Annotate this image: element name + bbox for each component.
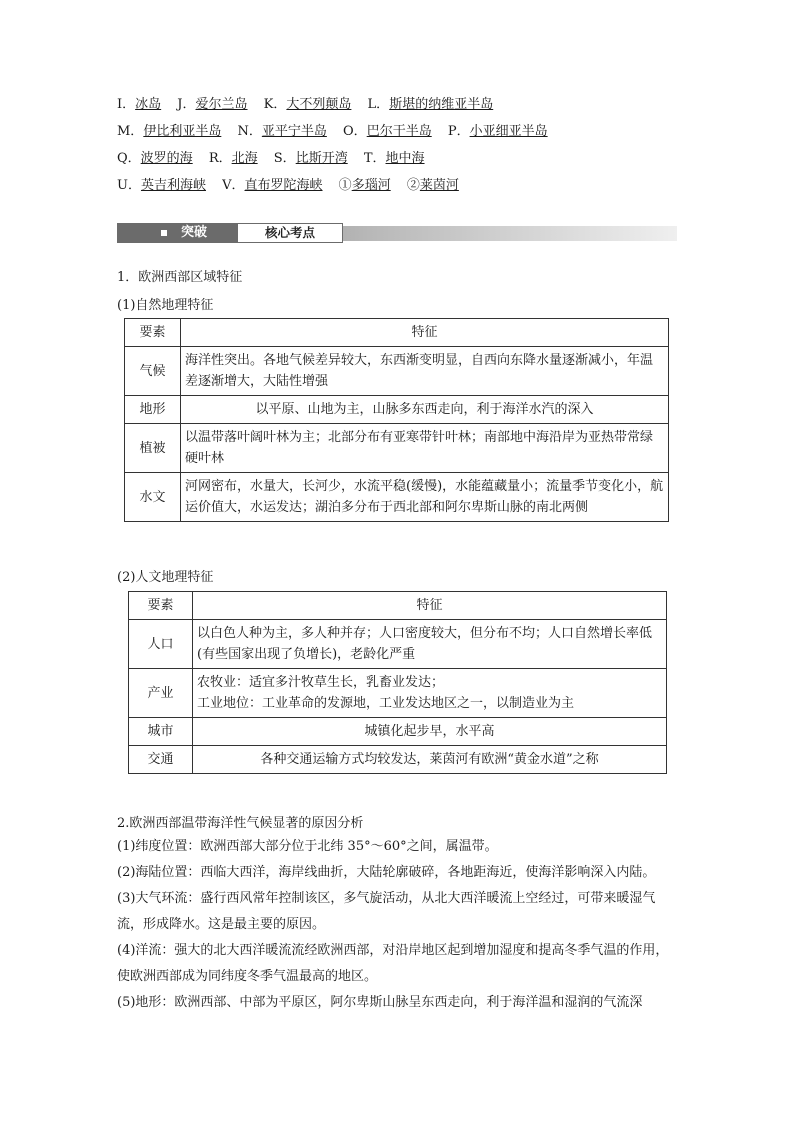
table-key-cell: 地形	[125, 396, 181, 424]
human-features-table	[128, 591, 667, 774]
table-value-cell: 以温带落叶阔叶林为主；北部分布有亚寒带针叶林；南部地中海沿岸为亚热带常绿硬叶林	[181, 424, 669, 473]
answer-text: 英吉利海峡	[140, 178, 206, 193]
answer-text: 斯堪的纳维亚半岛	[389, 97, 494, 112]
table-value-cell: 城镇化起步早，水平高	[193, 718, 667, 746]
table-row	[129, 669, 667, 718]
section-heading: 2.欧洲西部温带海洋性气候显著的原因分析	[117, 816, 364, 831]
answer-text: 大不列颠岛	[286, 97, 352, 112]
section-heading: 1．欧洲西部区域特征	[117, 270, 243, 285]
table-value-cell: 河网密布，水量大，长河少，水流平稳(缓慢)，水能蕴藏量小；流量季节变化小，航运价值大，水运发达；湖泊多分布于西北部和阿尔卑斯山脉的南北两侧	[181, 473, 669, 522]
answer-text: 直布罗陀海峡	[244, 178, 323, 193]
table-value-cell: 各种交通运输方式均较发达，莱茵河有欧洲“黄金水道”之称	[193, 746, 667, 774]
analysis-paragraph: (3)大气环流：盛行西风常年控制该区，多气旋活动，从北大西洋暖流上空经过，可带来暖湿气流，形成降水。这是最主要的原因。	[117, 891, 656, 932]
answer-text: 北海	[231, 151, 258, 166]
section-banner	[117, 223, 677, 243]
table-row	[125, 424, 669, 473]
answer-text: 巴尔干半岛	[366, 124, 432, 139]
table-value-cell: 以白色人种为主，多人种并存；人口密度较大，但分布不均；人口自然增长率低(有些国家出现了负增长)，老龄化严重	[193, 620, 667, 669]
answer-text: 爱尔兰岛	[195, 97, 248, 112]
answer-text: 地中海	[385, 151, 425, 166]
answer-item: L．斯堪的纳维亚半岛	[367, 97, 494, 112]
answer-key	[117, 95, 687, 203]
analysis-paragraph: (1)纬度位置：欧洲西部大部分位于北纬 35°～60°之间，属温带。	[117, 839, 498, 854]
table-row	[129, 746, 667, 774]
banner-dark-label: 突破	[181, 225, 208, 240]
answer-line	[117, 95, 687, 122]
table-value-cell: 以平原、山地为主，山脉多东西走向，利于海洋水汽的深入	[181, 396, 669, 424]
table-value-cell: 海洋性突出。各地气候差异较大，东西渐变明显，自西向东降水量逐渐减小，年温差逐渐增大，大陆性增强	[181, 347, 669, 396]
subsection-heading: (2)人文地理特征	[117, 570, 214, 585]
table-header-cell: 要素	[129, 592, 193, 620]
table-value-cell	[193, 669, 667, 718]
answer-item: M．伊比利亚半岛	[117, 124, 222, 139]
table-header-row	[129, 592, 667, 620]
answer-text: 多瑙河	[351, 178, 391, 193]
table-header-cell: 特征	[193, 592, 667, 620]
answer-line	[117, 176, 687, 203]
table-key-cell: 气候	[125, 347, 181, 396]
table-key-cell: 人口	[129, 620, 193, 669]
answer-item: K．大不列颠岛	[263, 97, 352, 112]
answer-line	[117, 149, 687, 176]
answer-item: T．地中海	[363, 151, 425, 166]
answer-item: P．小亚细亚半岛	[447, 124, 548, 139]
answer-item: U．英吉利海峡	[117, 178, 206, 193]
answer-text: 冰岛	[135, 97, 162, 112]
answer-item: O．巴尔干半岛	[343, 124, 432, 139]
answer-text: 波罗的海	[140, 151, 193, 166]
table-key-cell: 植被	[125, 424, 181, 473]
table-header-row	[125, 319, 669, 347]
table-header-cell: 特征	[181, 319, 669, 347]
table-key-cell: 城市	[129, 718, 193, 746]
answer-text: 伊比利亚半岛	[143, 124, 222, 139]
banner-dark-tab	[117, 223, 237, 243]
natural-features-table	[124, 318, 669, 522]
table-value-line: 农牧业：适宜多汁牧草生长，乳畜业发达；	[197, 675, 445, 690]
table-row	[125, 396, 669, 424]
answer-item: S．比斯开湾	[273, 151, 348, 166]
analysis-paragraphs	[117, 834, 680, 1016]
answer-item: I．冰岛	[117, 97, 162, 112]
answer-text: 莱茵河	[419, 178, 459, 193]
analysis-paragraph: (5)地形：欧洲西部、中部为平原区，阿尔卑斯山脉呈东西走向，利于海洋温和湿润的气流深	[117, 995, 643, 1010]
answer-item: N．亚平宁半岛	[237, 124, 327, 139]
answer-line	[117, 122, 687, 149]
table-row	[125, 347, 669, 396]
answer-text: 比斯开湾	[295, 151, 348, 166]
table-row	[125, 473, 669, 522]
answer-item: J．爱尔兰岛	[177, 97, 248, 112]
table-key-cell: 水文	[125, 473, 181, 522]
answer-text: 亚平宁半岛	[261, 124, 327, 139]
table-row	[129, 620, 667, 669]
square-bullet-icon	[161, 230, 167, 236]
answer-item: ①多瑙河	[338, 178, 391, 193]
banner-light-label: 核心考点	[237, 223, 343, 243]
answer-item: V．直布罗陀海峡	[222, 178, 323, 193]
table-key-cell: 产业	[129, 669, 193, 718]
table-key-cell: 交通	[129, 746, 193, 774]
answer-item: Q．波罗的海	[117, 151, 193, 166]
answer-item: R．北海	[208, 151, 258, 166]
table-header-cell: 要素	[125, 319, 181, 347]
table-value-line: 工业地位：工业革命的发源地，工业发达地区之一，以制造业为主	[197, 696, 575, 711]
answer-item: ②莱茵河	[406, 178, 459, 193]
analysis-paragraph: (4)洋流：强大的北大西洋暖流流经欧洲西部，对沿岸地区起到增加湿度和提高冬季气温的作用，使欧洲西部成为同纬度冬季气温最高的地区。	[117, 943, 669, 984]
subsection-heading: (1)自然地理特征	[117, 298, 214, 313]
table-row	[129, 718, 667, 746]
answer-text: 小亚细亚半岛	[469, 124, 548, 139]
analysis-paragraph: (2)海陆位置：西临大西洋，海岸线曲折，大陆轮廓破碎，各地距海近，使海洋影响深入内陆。	[117, 865, 656, 880]
